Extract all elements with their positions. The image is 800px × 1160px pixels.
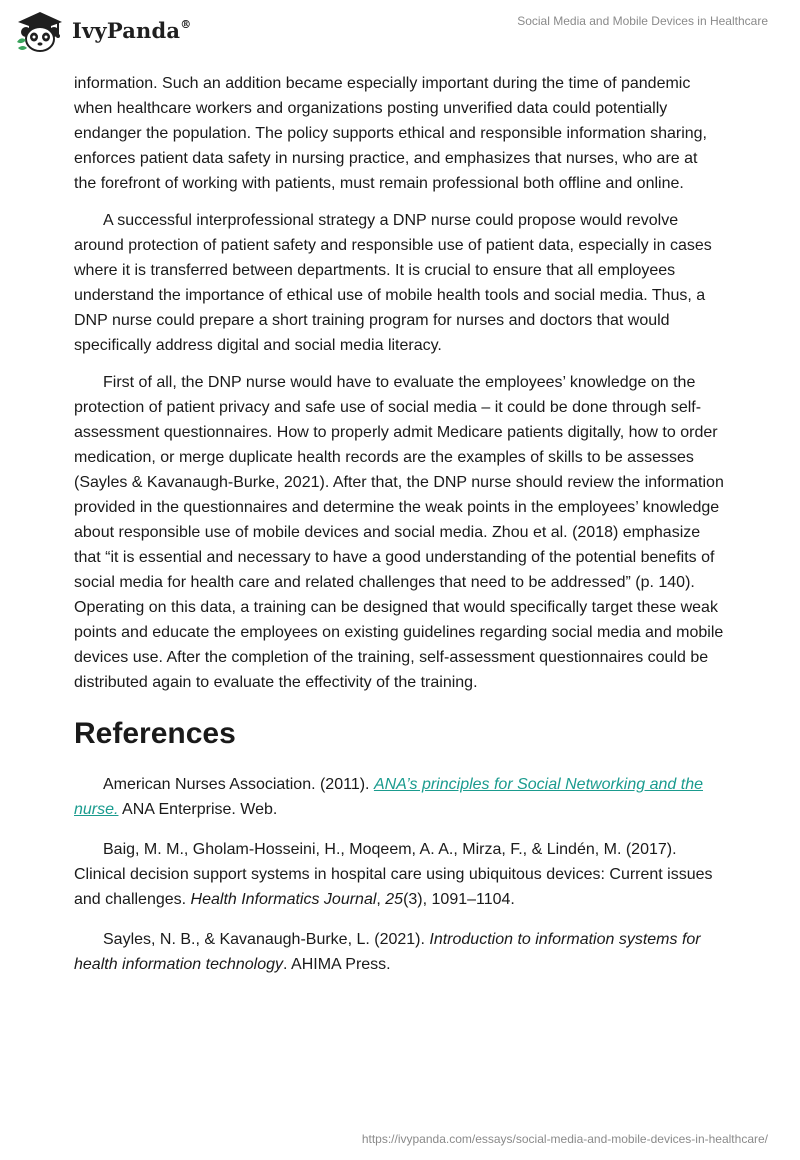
reference-link[interactable]: ANA’s principles for Social Networking and the nurse. — [74, 776, 703, 818]
reference-item: Sayles, N. B., & Kavanaugh-Burke, L. (2021). Introduction to information systems for health information technology. AHIMA Press. — [74, 931, 701, 973]
essay-body — [74, 71, 724, 992]
journal-title: Health Informatics Journal — [190, 891, 377, 908]
footer-url[interactable]: https://ivypanda.com/essays/social-media-and-mobile-devices-in-healthcare/ — [361, 1132, 768, 1146]
book-title: Introduction to information systems for health information technology — [74, 931, 701, 973]
document-title: Social Media and Mobile Devices in Healthcare — [517, 14, 768, 28]
panda-graduate-icon — [14, 8, 66, 52]
paragraph: First of all, the DNP nurse would have to evaluate the employees’ knowledge on the protection of patient privacy and safe use of social media – it could be done through self-assessment questionnaires. How to properly admit Medicare patients digitally, how to order medication, or merge duplicate health records are the examples of skills to be assesses (Sayles & Kavanaugh-Burke, 2021). After that, the DNP nurse should review the information provided in the questionnaires and determine the weak points in the employees’ knowledge about responsible use of mobile devices and social media. Zhou et al. (2018) emphasize that “it is essential and necessary to have a good understanding of the potential benefits of social media for health care and related challenges that need to be addressed” (p. 140). Operating on this data, a training can be designed that would specifically target these weak points and educate the employees on existing guidelines regarding social media and mobile devices use. After the completion of the training, self-assessment questionnaires could be distributed again to evaluate the effectivity of the training. — [74, 374, 724, 691]
brand-logo[interactable] — [14, 8, 191, 52]
registered-mark: ® — [180, 17, 192, 31]
references-heading: References — [74, 717, 236, 750]
paragraph: information. Such an addition became especially important during the time of pandemic when healthcare workers and organizations posting unverified data could potentially endanger the population. The policy supports ethical and responsible information sharing, enforces patient data safety in nursing practice, and emphasizes that nurses, who are at the forefront of working with patients, must remain professional both offline and online. — [74, 75, 707, 192]
page-header — [0, 0, 800, 64]
reference-item: Baig, M. M., Gholam-Hosseini, H., Moqeem, A. A., Mirza, F., & Lindén, M. (2017). Clinical decision support systems in hospital care using ubiquitous devices: Current issues and challenges. Health Informatics Journal, 25(3), 1091–1104. — [74, 841, 713, 908]
brand-name: IvyPanda® — [72, 17, 192, 43]
journal-volume: 25 — [385, 891, 404, 908]
reference-item: American Nurses Association. (2011). ANA’s principles for Social Networking and the nurse. ANA Enterprise. Web. — [74, 776, 703, 818]
paragraph: A successful interprofessional strategy a DNP nurse could propose would revolve around protection of patient safety and responsible use of patient data, especially in cases where it is transferred between departments. It is crucial to ensure that all employees understand the importance of ethical use of mobile health tools and social media. Thus, a DNP nurse could prepare a short training program for nurses and doctors that would specifically address digital and social media literacy. — [74, 212, 712, 354]
